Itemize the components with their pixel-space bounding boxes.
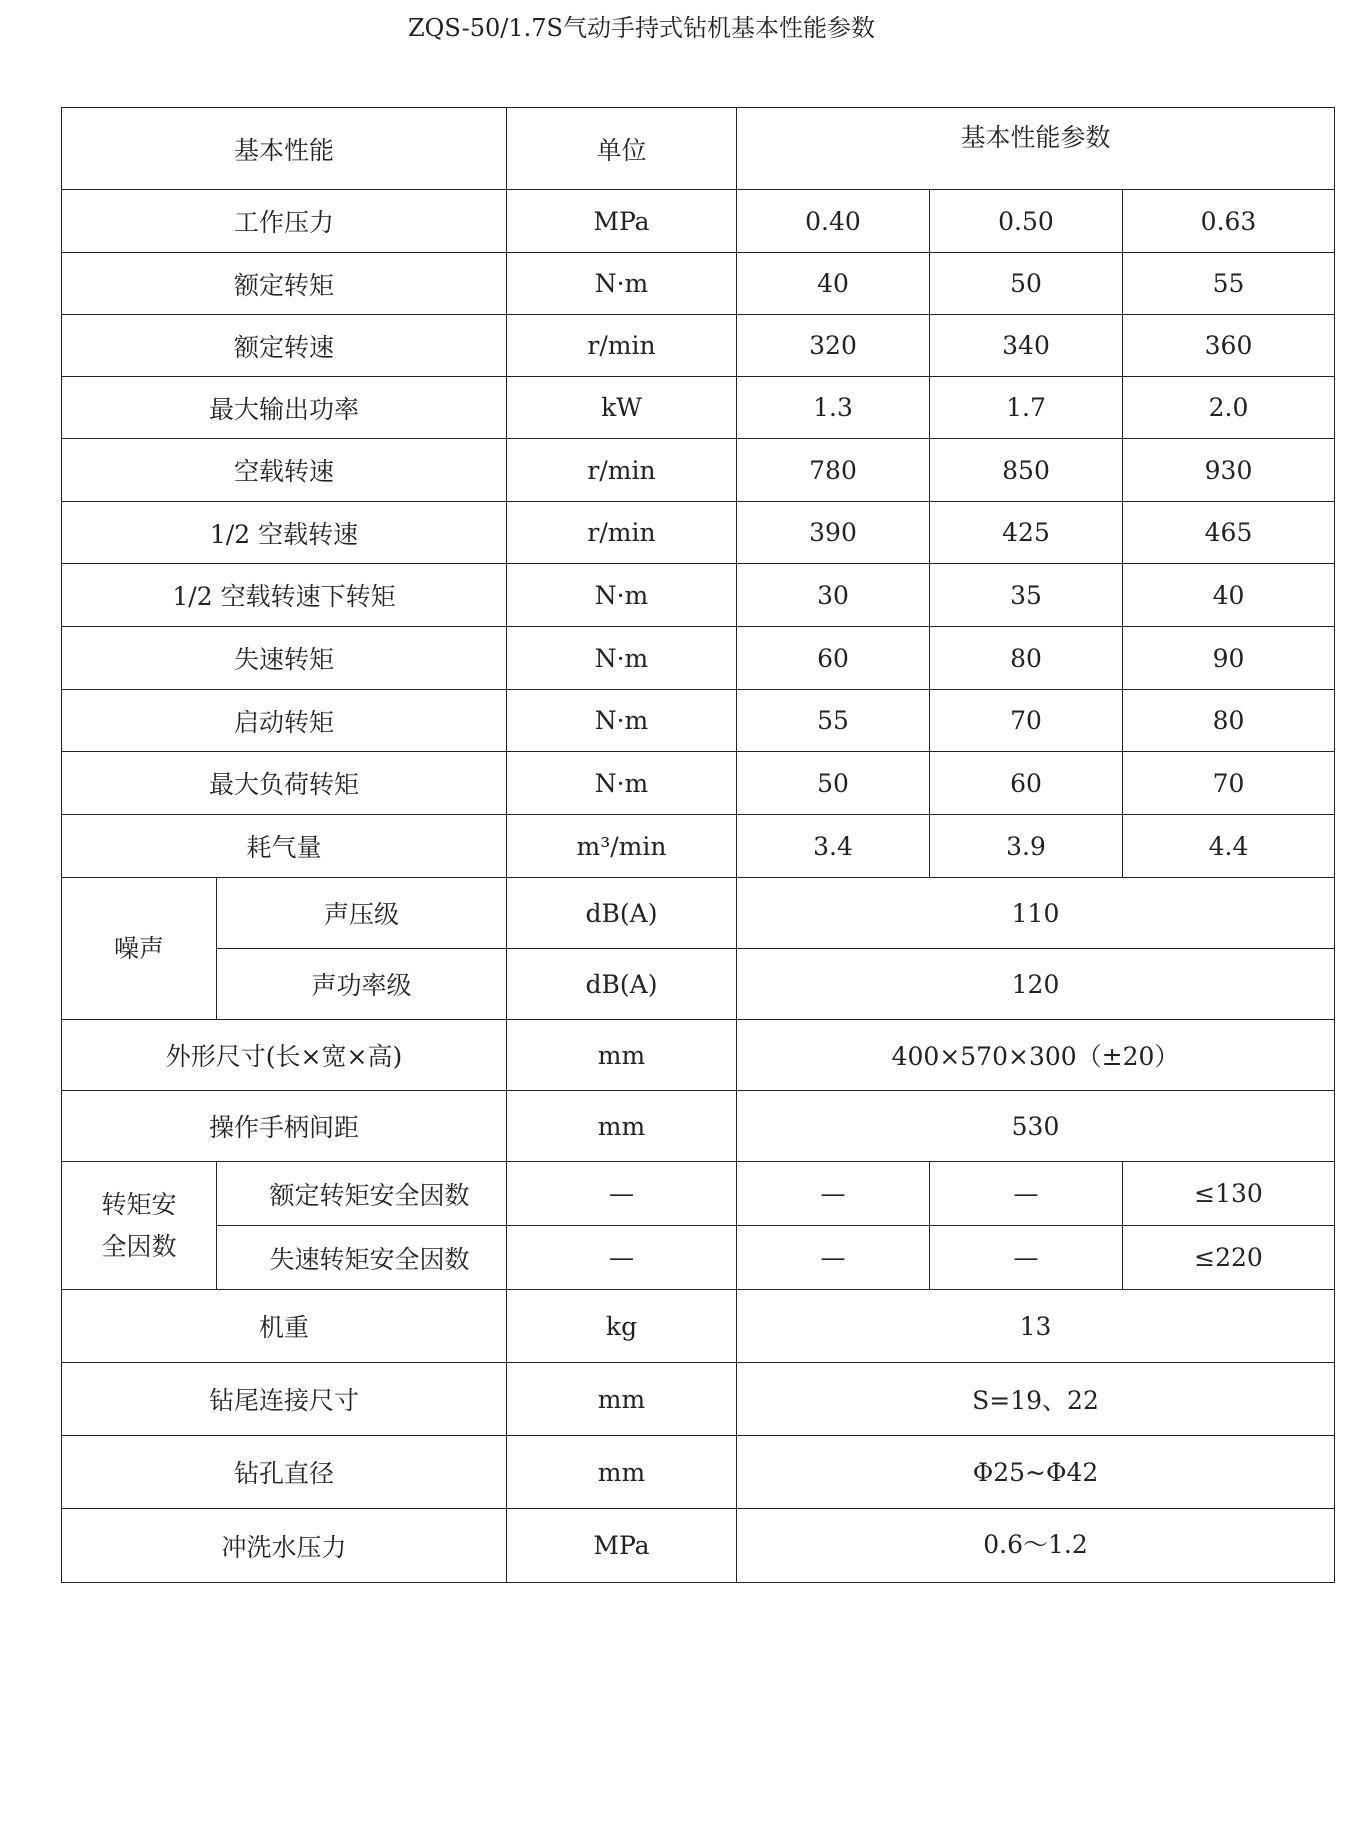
table-row: [62, 690, 1335, 752]
param-label: 最大负荷转矩: [62, 752, 507, 815]
table-row: [62, 564, 1335, 627]
safety-value: —: [930, 1226, 1123, 1290]
header-unit: 单位: [507, 108, 737, 190]
noise-unit: dB(A): [507, 878, 737, 949]
param-value: 35: [930, 564, 1123, 627]
param-label: 机重: [62, 1290, 507, 1363]
noise-value: 120: [737, 949, 1335, 1020]
table-row: [62, 752, 1335, 815]
safety-value: —: [737, 1226, 930, 1290]
param-label: 空载转速: [62, 439, 507, 502]
table-row: [62, 1290, 1335, 1363]
table-row: [62, 1436, 1335, 1509]
param-value: 530: [737, 1091, 1335, 1162]
param-unit: N·m: [507, 752, 737, 815]
param-value: 60: [737, 627, 930, 690]
param-value: S=19、22: [737, 1363, 1335, 1436]
handle-spacing-row: [62, 1091, 1335, 1162]
safety-value: ≤130: [1123, 1162, 1335, 1226]
param-unit: N·m: [507, 690, 737, 752]
param-unit: kW: [507, 377, 737, 439]
noise-unit: dB(A): [507, 949, 737, 1020]
noise-sub-label: 声压级: [217, 878, 507, 949]
param-value: 390: [737, 502, 930, 564]
param-value: 2.0: [1123, 377, 1335, 439]
safety-sub-label: 额定转矩安全因数: [217, 1162, 507, 1226]
param-label: 额定转速: [62, 315, 507, 377]
noise-row: [62, 878, 1335, 949]
param-label: 钻尾连接尺寸: [62, 1363, 507, 1436]
param-value: 40: [737, 253, 930, 315]
param-unit: m³/min: [507, 815, 737, 878]
param-value: 13: [737, 1290, 1335, 1363]
param-unit: mm: [507, 1363, 737, 1436]
param-label: 最大输出功率: [62, 377, 507, 439]
safety-value: ≤220: [1123, 1226, 1335, 1290]
param-value: 70: [930, 690, 1123, 752]
table-row: [62, 502, 1335, 564]
safety-value: —: [930, 1162, 1123, 1226]
param-value: 360: [1123, 315, 1335, 377]
param-value: 70: [1123, 752, 1335, 815]
param-label: 外形尺寸(长×宽×高): [62, 1020, 507, 1091]
table-row: [62, 1363, 1335, 1436]
header-performance: 基本性能: [62, 108, 507, 190]
safety-sub-label: 失速转矩安全因数: [217, 1226, 507, 1290]
param-unit: N·m: [507, 253, 737, 315]
table-row: [62, 1509, 1335, 1583]
table-row: [62, 253, 1335, 315]
table-row: [62, 627, 1335, 690]
table-row: [62, 377, 1335, 439]
noise-value: 110: [737, 878, 1335, 949]
table-row: [62, 439, 1335, 502]
param-label: 钻孔直径: [62, 1436, 507, 1509]
noise-group-label: 噪声: [62, 878, 217, 1020]
param-label: 失速转矩: [62, 627, 507, 690]
param-value: 50: [737, 752, 930, 815]
param-label: 操作手柄间距: [62, 1091, 507, 1162]
param-label: 额定转矩: [62, 253, 507, 315]
param-value: 3.9: [930, 815, 1123, 878]
performance-table: [61, 107, 1335, 1583]
param-unit: mm: [507, 1436, 737, 1509]
param-value: 4.4: [1123, 815, 1335, 878]
param-value: 780: [737, 439, 930, 502]
table-row: [62, 190, 1335, 253]
param-unit: MPa: [507, 190, 737, 253]
param-value: 340: [930, 315, 1123, 377]
param-unit: N·m: [507, 564, 737, 627]
param-value: 55: [1123, 253, 1335, 315]
param-value: 80: [1123, 690, 1335, 752]
param-label: 1/2 空载转速下转矩: [62, 564, 507, 627]
header-row: [62, 108, 1335, 190]
param-value: 30: [737, 564, 930, 627]
param-unit: r/min: [507, 502, 737, 564]
safety-group-line1: 转矩安: [101, 1190, 177, 1220]
param-unit: mm: [507, 1091, 737, 1162]
param-value: 0.6～1.2: [737, 1509, 1335, 1583]
param-value: 60: [930, 752, 1123, 815]
param-value: 0.63: [1123, 190, 1335, 253]
param-value: 1.7: [930, 377, 1123, 439]
param-value: 50: [930, 253, 1123, 315]
param-value: Φ25~Φ42: [737, 1436, 1335, 1509]
dimensions-row: [62, 1020, 1335, 1091]
param-value: 320: [737, 315, 930, 377]
param-label: 耗气量: [62, 815, 507, 878]
param-value: 400×570×300（±20）: [737, 1020, 1335, 1091]
safety-unit: —: [507, 1162, 737, 1226]
header-params: 基本性能参数: [737, 108, 1335, 190]
param-label: 启动转矩: [62, 690, 507, 752]
param-label: 冲洗水压力: [62, 1509, 507, 1583]
param-unit: r/min: [507, 439, 737, 502]
safety-value: —: [737, 1162, 930, 1226]
param-unit: r/min: [507, 315, 737, 377]
param-value: 465: [1123, 502, 1335, 564]
safety-row: [62, 1226, 1335, 1290]
safety-group-line2: 全因数: [101, 1231, 177, 1261]
param-value: 80: [930, 627, 1123, 690]
param-value: 90: [1123, 627, 1335, 690]
safety-row: [62, 1162, 1335, 1226]
param-value: 40: [1123, 564, 1335, 627]
param-value: 1.3: [737, 377, 930, 439]
param-value: 850: [930, 439, 1123, 502]
noise-row: [62, 949, 1335, 1020]
param-unit: N·m: [507, 627, 737, 690]
table-row: [62, 315, 1335, 377]
table-row: [62, 815, 1335, 878]
param-value: 425: [930, 502, 1123, 564]
param-value: 0.50: [930, 190, 1123, 253]
param-unit: MPa: [507, 1509, 737, 1583]
noise-sub-label: 声功率级: [217, 949, 507, 1020]
param-label: 1/2 空载转速: [62, 502, 507, 564]
param-unit: mm: [507, 1020, 737, 1091]
param-value: 930: [1123, 439, 1335, 502]
param-value: 3.4: [737, 815, 930, 878]
document-title: ZQS-50/1.7S气动手持式钻机基本性能参数: [407, 14, 875, 42]
param-label: 工作压力: [62, 190, 507, 253]
param-value: 0.40: [737, 190, 930, 253]
param-value: 55: [737, 690, 930, 752]
safety-group-label: [62, 1162, 217, 1290]
param-unit: kg: [507, 1290, 737, 1363]
safety-unit: —: [507, 1226, 737, 1290]
